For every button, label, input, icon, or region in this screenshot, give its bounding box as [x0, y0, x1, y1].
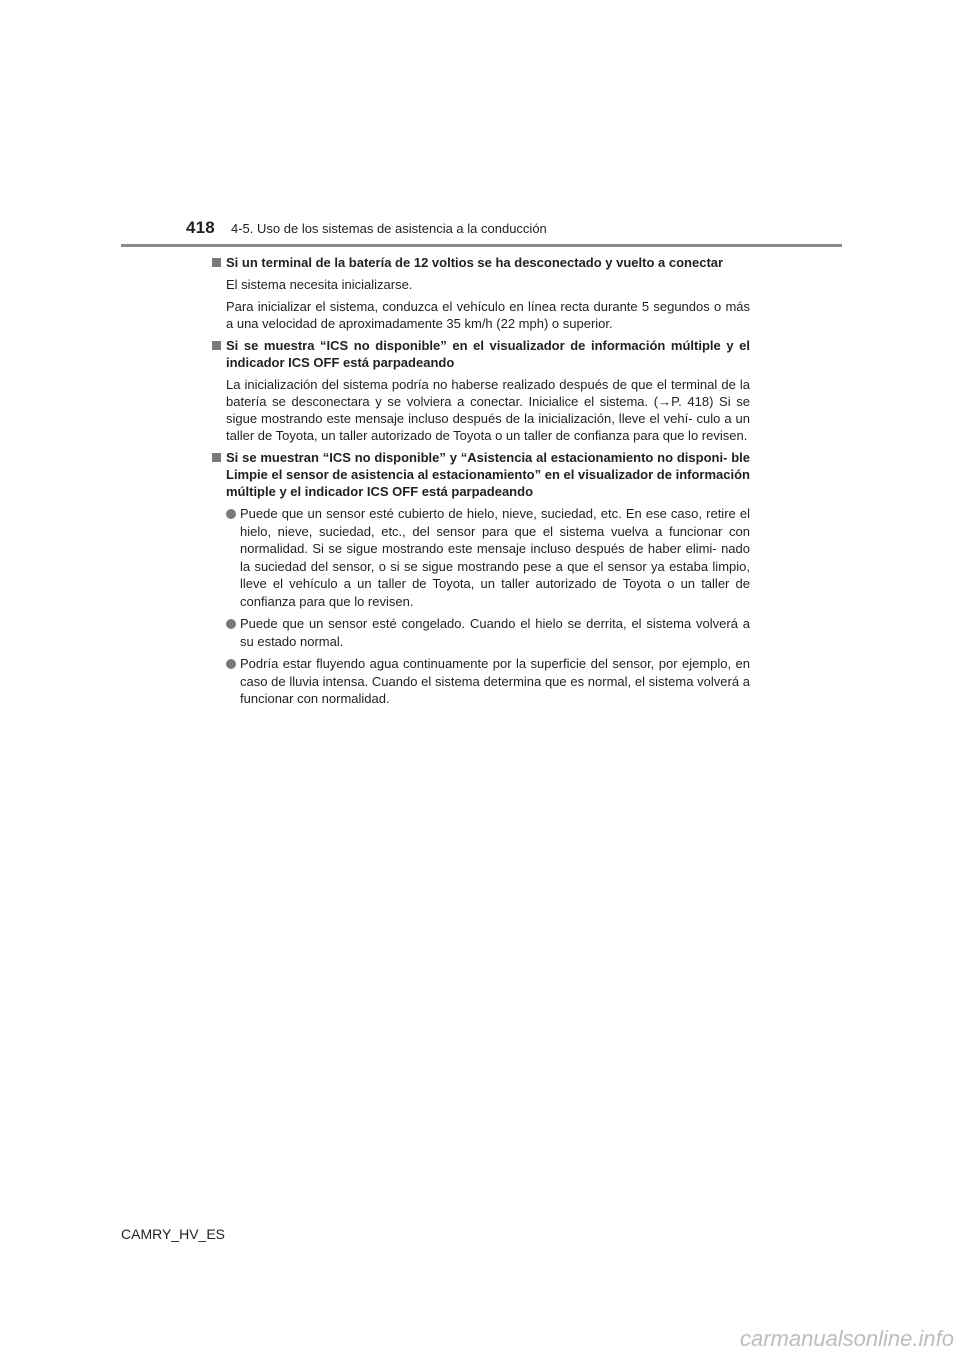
circle-bullet-icon: [226, 659, 236, 669]
page-number: 418: [186, 218, 215, 237]
watermark: carmanualsonline.info: [739, 1326, 954, 1351]
section-heading-text: Si se muestran “ICS no disponible” y “Asistencia al estacionamiento no disponi- ble Limpie el sensor de asistencia al estacionamiento” en el visualizador de información múltiple y el indicador ICS OFF está parpadeando: [226, 450, 750, 499]
paragraph: Para inicializar el sistema, conduzca el vehículo en línea recta durante 5 segundos o más a una velocidad de aproximadamente 35 km/h (22 mph) o superior.: [226, 299, 750, 331]
section-ics-unavailable: [210, 337, 750, 444]
square-bullet-icon: [212, 341, 221, 350]
list-item: [210, 615, 750, 650]
list-item: [210, 505, 750, 610]
document-code: CAMRY_HV_ES: [121, 1226, 226, 1242]
section-heading-text: Si un terminal de la batería de 12 voltios se ha desconectado y vuelto a conectar: [226, 255, 724, 270]
section-heading: [210, 254, 750, 271]
circle-bullet-icon: [226, 509, 236, 519]
section-heading: [210, 337, 750, 371]
square-bullet-icon: [212, 258, 221, 267]
list-item-text: Puede que un sensor esté congelado. Cuando el hielo se derrita, el sistema volverá a su estado normal.: [240, 616, 750, 649]
list-item: [210, 655, 750, 708]
chapter-title: 4-5. Uso de los sistemas de asistencia a la conducción: [231, 221, 547, 236]
header-divider: [121, 244, 842, 247]
paragraph: El sistema necesita inicializarse.: [226, 277, 413, 292]
list-item-text: Podría estar fluyendo agua continuamente por la superficie del sensor, por ejemplo, en caso de lluvia intensa. Cuando el sistema determina que es normal, el sistema volverá a funcionar con normalidad.: [240, 656, 750, 706]
circle-bullet-icon: [226, 619, 236, 629]
square-bullet-icon: [212, 453, 221, 462]
list-item-text: Puede que un sensor esté cubierto de hielo, nieve, suciedad, etc. En ese caso, retire el hielo, nieve, suciedad, etc., del sensor para que el sistema vuelva a funcionar con normalidad. Si se sigue mostrando este mensaje incluso después de haber elimi- nado la suciedad del sensor, o si se sigue mostrando pese a que el sensor ya estaba limpio, lleve el vehículo a un taller de Toyota, un taller autorizado de Toyota o un taller de confianza para que lo revisen.: [240, 506, 750, 609]
page-content: [210, 254, 750, 713]
paragraph: La inicialización del sistema podría no haberse realizado después de que el terminal de la batería se desconectara y se volviera a conectar. Inicialice el sistema. (→P. 418) Si se sigue mostrando este mensaje incluso después de la inicialización, lleve el vehí- culo a un taller de Toyota, un taller autorizado de Toyota o un taller de confianza para que lo revisen.: [226, 377, 750, 443]
section-heading: [210, 449, 750, 500]
section-heading-text: Si se muestra “ICS no disponible” en el visualizador de información múltiple y el indicador ICS OFF está parpadeando: [226, 338, 750, 370]
section-sensor-dirty: [210, 449, 750, 708]
section-battery-reconnect: [210, 254, 750, 332]
